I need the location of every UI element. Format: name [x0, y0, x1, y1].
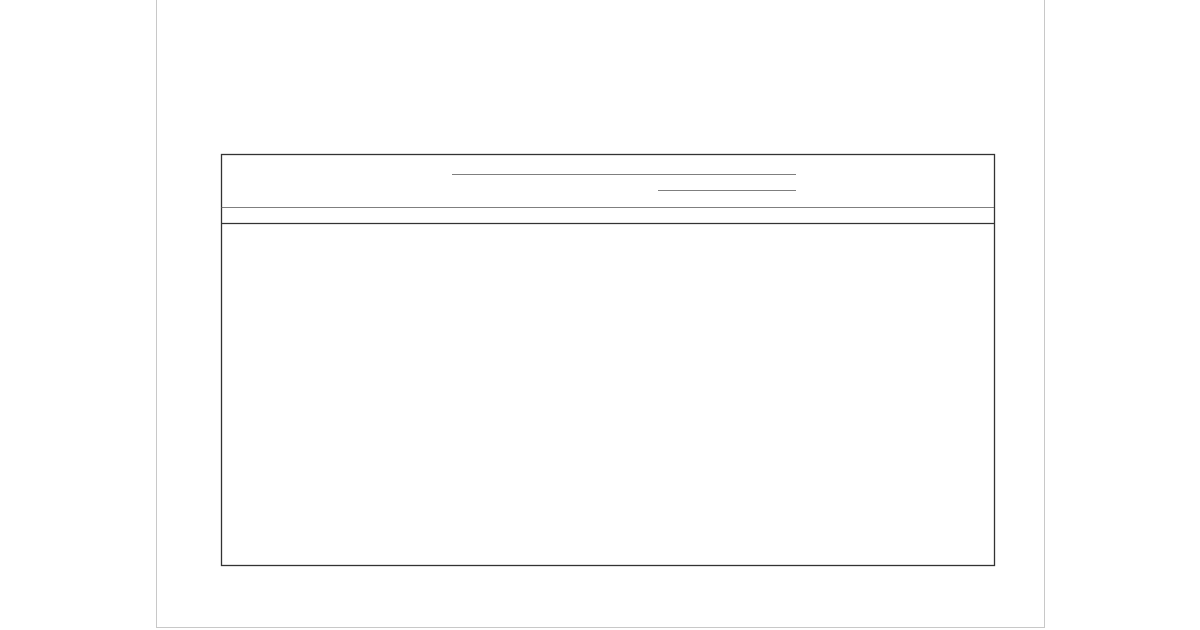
col-header-kivonas — [862, 175, 928, 184]
col-header-igazolo — [342, 175, 452, 184]
col-header-selejtezes — [928, 175, 994, 184]
col-header-hasznalatba — [796, 175, 862, 184]
col-header-sorszam — [222, 182, 258, 191]
